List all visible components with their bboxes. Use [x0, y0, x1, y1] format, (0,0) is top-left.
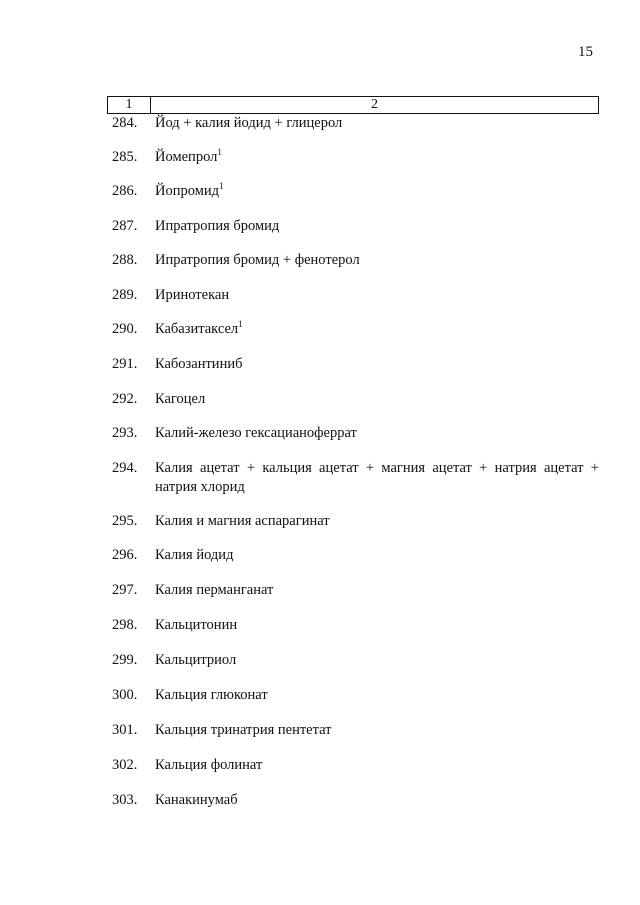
item-name: Калия и магния аспарагинат [155, 513, 330, 529]
item-name: Йопромид$^1$ [155, 181, 224, 199]
item-number: 301. [112, 722, 138, 738]
list-item [112, 581, 599, 600]
page-number: 15 [578, 44, 593, 60]
list-item [112, 546, 599, 565]
list-item [112, 756, 599, 775]
item-number: 291. [112, 356, 138, 372]
item-number: 289. [112, 287, 138, 303]
item-number: 295. [112, 513, 138, 529]
list-item [112, 686, 599, 705]
item-number: 285. [112, 149, 138, 165]
item-number: 290. [112, 321, 138, 337]
table-header-col1: 1 [108, 97, 151, 113]
item-name: Кальция фолинат [155, 757, 263, 773]
item-number: 286. [112, 183, 138, 199]
list-item [112, 512, 599, 531]
item-name: Йод + калия йодид + глицерол [155, 115, 343, 131]
table-header [107, 96, 599, 114]
item-name: Ипратропия бромид [155, 218, 280, 234]
item-name: Кальцитонин [155, 617, 238, 633]
list-item [112, 390, 599, 409]
item-name: Калия перманганат [155, 582, 274, 598]
list-item [112, 721, 599, 740]
list-item [112, 651, 599, 670]
item-name: Йомепрол$^1$ [155, 147, 222, 165]
item-number: 300. [112, 687, 138, 703]
item-name: Кальция глюконат [155, 687, 268, 703]
item-number: 287. [112, 218, 138, 234]
item-name: Канакинумаб [155, 792, 238, 808]
item-name: Кальция тринатрия пентетат [155, 722, 332, 738]
item-name: Калия йодид [155, 547, 234, 563]
list-item [112, 251, 599, 270]
item-name: Кальцитриол [155, 652, 237, 668]
item-name: Кабазитаксел$^1$ [155, 319, 243, 337]
item-number: 297. [112, 582, 138, 598]
table-header-col2: 2 [371, 97, 378, 112]
item-name: Кагоцел [155, 391, 206, 407]
list-item [112, 182, 599, 201]
item-name: Кабозантиниб [155, 356, 243, 372]
list-item [112, 424, 599, 443]
list-item [112, 320, 599, 339]
item-number: 296. [112, 547, 138, 563]
list-item [112, 355, 599, 374]
item-number: 293. [112, 425, 138, 441]
item-number: 299. [112, 652, 138, 668]
item-name: Калий-железо гексацианоферрат [155, 425, 357, 441]
list-item [112, 114, 599, 133]
list-item [112, 148, 599, 167]
item-number: 292. [112, 391, 138, 407]
item-number: 294. [112, 460, 138, 476]
item-number: 302. [112, 757, 138, 773]
list-item [112, 217, 599, 236]
item-number: 298. [112, 617, 138, 633]
item-name: Ипратропия бромид + фенотерол [155, 252, 360, 268]
item-number: 303. [112, 792, 138, 808]
item-number: 284. [112, 115, 138, 131]
list-item [112, 616, 599, 635]
list-item [112, 791, 599, 810]
list-item [112, 459, 599, 497]
item-name: Иринотекан [155, 287, 230, 303]
item-name: Калия ацетат + кальция ацетат + магния ацетат + натрия ацетат + натрия хлорид [155, 460, 599, 495]
list-item [112, 286, 599, 305]
item-number: 288. [112, 252, 138, 268]
